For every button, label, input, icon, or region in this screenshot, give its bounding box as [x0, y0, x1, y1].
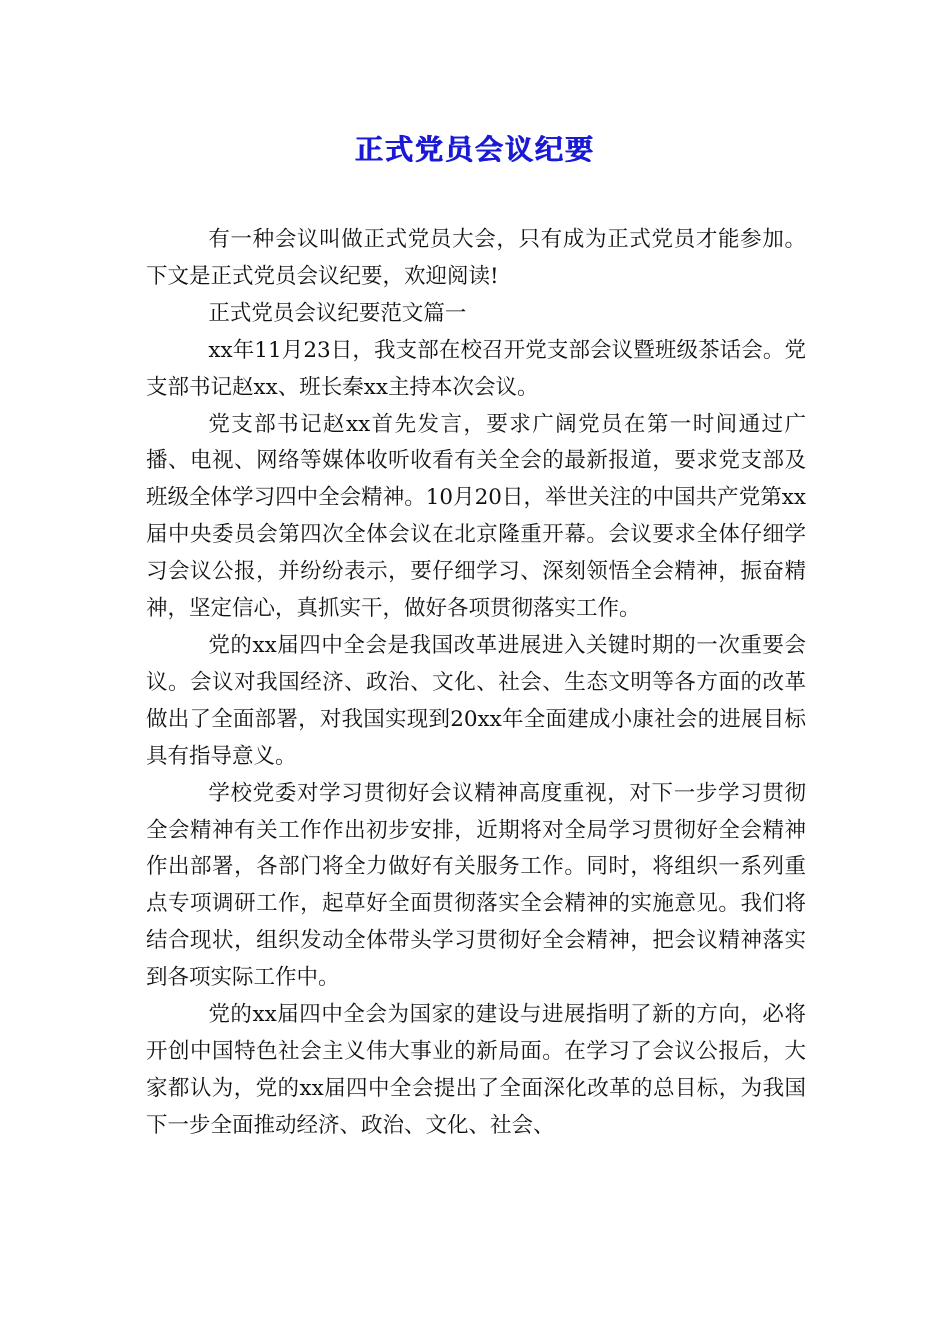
document-title: 正式党员会议纪要: [354, 133, 595, 166]
paragraph-meeting-date: xx年11月23日，我支部在校召开党支部会议暨班级茶话会。党支部书记赵xx、班长秦xx主持本次会议。: [146, 337, 806, 400]
paragraph-new-direction: 党的xx届四中全会为国家的建设与进展指明了新的方向，必将开创中国特色社会主义伟大事业的新局面。在学习了会议公报后，大家都认为，党的xx届四中全会提出了全面深化改革的总目标，为我国下一步全面推动经济、政治、文化、社会、: [146, 1002, 806, 1138]
paragraph-secretary-speech: 党支部书记赵xx首先发言，要求广阔党员在第一时间通过广播、电视、网络等媒体收听收看有关全会的最新报道，要求党支部及班级全体学习四中全会精神。10月20日，举世关注的中国共产党第xx届中央委员会第四次全体会议在北京隆重开幕。会议要求全体仔细学习会议公报，并纷纷表示，要仔细学习、深刻领悟全会精神，振奋精神，坚定信心，真抓实干，做好各项贯彻落实工作。: [146, 411, 806, 622]
paragraph-school-arrangement: 学校党委对学习贯彻好会议精神高度重视，对下一步学习贯彻全会精神有关工作作出初步安排，近期将对全局学习贯彻好全会精神作出部署，各部门将全力做好有关服务工作。同时，将组织一系列重点专项调研工作，起草好全面贯彻落实全会精神的实施意见。我们将结合现状，组织发动全体带头学习贯彻好全会精神，把会议精神落实到各项实际工作中。: [146, 780, 806, 991]
paragraph-plenary-significance: 党的xx届四中全会是我国改革进展进入关键时期的一次重要会议。会议对我国经济、政治、文化、社会、生态文明等各方面的改革做出了全面部署，对我国实现到20xx年全面建成小康社会的进展目标具有指导意义。: [146, 632, 806, 769]
paragraph-intro: 有一种会议叫做正式党员大会，只有成为正式党员才能参加。下文是正式党员会议纪要，欢迎阅读!: [146, 227, 806, 289]
paragraph-section-heading: 正式党员会议纪要范文篇一: [208, 300, 467, 326]
document-body: [146, 222, 806, 1145]
